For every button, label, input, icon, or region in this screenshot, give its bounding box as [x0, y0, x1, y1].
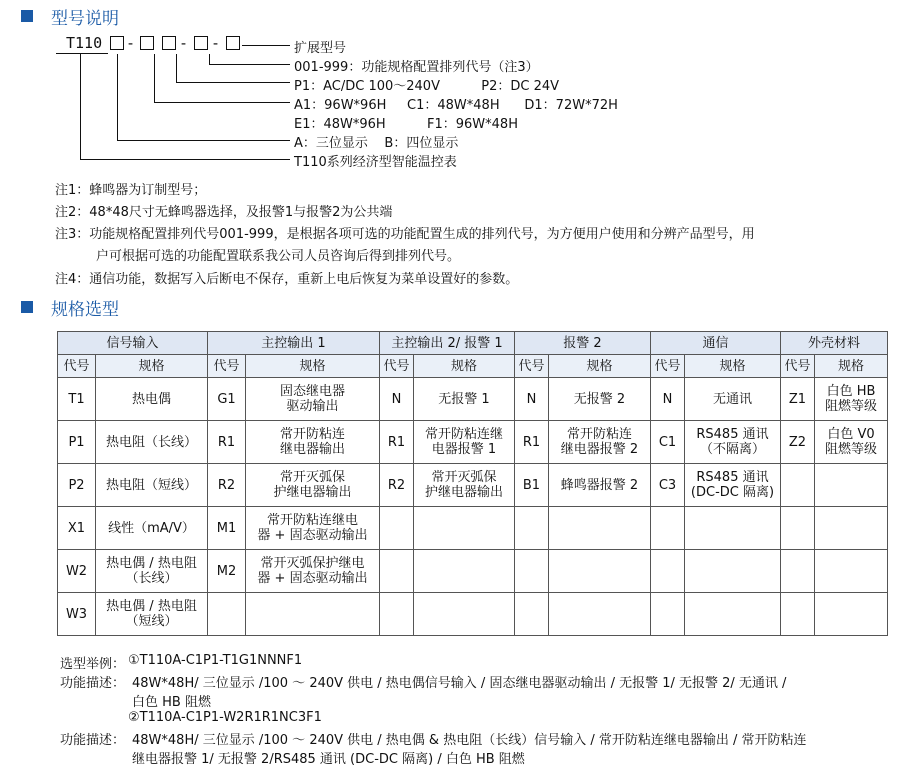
connector-line [117, 54, 118, 140]
cell-spec: 白色 HB 阻燃等级 [815, 378, 888, 421]
legend-display: A：三位显示 B：四位显示 [294, 136, 459, 151]
cell-spec: 热电偶 / 热电阻 （长线） [96, 550, 208, 593]
cell-spec [685, 507, 781, 550]
cell-code: W3 [58, 593, 96, 636]
group-header: 外壳材料 [781, 332, 888, 355]
note-3-cont: 户可根据可选的功能配置联系我公司人员咨询后得到排列代号。 [96, 249, 461, 264]
cell-code [651, 550, 685, 593]
example-code-1: ①T110A-C1P1-T1G1NNNF1 [128, 653, 303, 668]
connector-line [80, 54, 81, 159]
table-body [58, 378, 888, 636]
connector-line [176, 82, 290, 83]
cell-code: M2 [208, 550, 246, 593]
cell-code: P1 [58, 421, 96, 464]
cell-code: M1 [208, 507, 246, 550]
cell-spec [815, 593, 888, 636]
connector-line [176, 54, 177, 82]
cell-code: N [515, 378, 549, 421]
function-label-2: 功能描述： [60, 733, 126, 748]
sub-header-code: 代号 [208, 355, 246, 378]
connector-line [154, 102, 290, 103]
cell-code: T1 [58, 378, 96, 421]
section-spec-header [0, 296, 119, 318]
function-label-1: 功能描述： [60, 676, 126, 691]
cell-spec: 常开防粘连继 电器报警 1 [414, 421, 515, 464]
note-2: 注2：48*48尺寸无蜂鸣器选择，及报警1与报警2为公共端 [55, 205, 393, 220]
spec-table [57, 331, 888, 636]
code-box-extension [226, 36, 240, 50]
section-spec-title: 规格选型 [51, 299, 119, 320]
example-desc-2b: 继电器报警 1/ 无报警 2/RS485 通讯 (DC-DC 隔离) / 白色 HB 阻燃 [132, 752, 525, 767]
sub-header-spec: 规格 [414, 355, 515, 378]
legend-extension: 扩展型号 [294, 41, 347, 56]
group-header: 通信 [651, 332, 781, 355]
cell-spec: RS485 通讯 (DC-DC 隔离) [685, 464, 781, 507]
cell-spec [414, 593, 515, 636]
cell-code: N [380, 378, 414, 421]
table-row [58, 421, 888, 464]
group-header: 信号输入 [58, 332, 208, 355]
cell-spec: 常开灭弧保 护继电器输出 [414, 464, 515, 507]
note-3: 注3：功能规格配置排列代号001-999，是根据各项可选的功能配置生成的排列代号，为方便用户使用和分辨产品型号，用 [55, 227, 755, 242]
sub-header-code: 代号 [781, 355, 815, 378]
cell-code [515, 507, 549, 550]
table-group-row [58, 332, 888, 355]
cell-spec: 无报警 1 [414, 378, 515, 421]
connector-line [209, 64, 290, 65]
cell-code [651, 507, 685, 550]
cell-spec [549, 550, 651, 593]
table-row [58, 550, 888, 593]
cell-code: C3 [651, 464, 685, 507]
cell-code [208, 593, 246, 636]
cell-code [781, 550, 815, 593]
cell-spec: 固态继电器 驱动输出 [246, 378, 380, 421]
sub-header-spec: 规格 [246, 355, 380, 378]
group-header: 主控输出 1 [208, 332, 380, 355]
cell-code: R2 [380, 464, 414, 507]
cell-code: R1 [515, 421, 549, 464]
sub-header-code: 代号 [515, 355, 549, 378]
example-desc-2a: 48W*48H/ 三位显示 /100 ～ 240V 供电 / 热电偶 & 热电阻（长线）信号输入 / 常开防粘连继电器输出 / 常开防粘连 [132, 733, 807, 748]
cell-spec: 常开防粘连 继电器报警 2 [549, 421, 651, 464]
table-row [58, 593, 888, 636]
sub-header-spec: 规格 [815, 355, 888, 378]
cell-code [380, 550, 414, 593]
model-code-prefix: T110 [66, 34, 103, 52]
cell-code: W2 [58, 550, 96, 593]
cell-spec: RS485 通讯 （不隔离） [685, 421, 781, 464]
cell-code: R1 [208, 421, 246, 464]
cell-spec: 线性（mA/V） [96, 507, 208, 550]
section-model-header [0, 5, 119, 27]
square-bullet-icon [21, 301, 33, 313]
example-desc-1b: 白色 HB 阻燃 [132, 695, 211, 710]
group-header: 主控输出 2/ 报警 1 [380, 332, 515, 355]
connector-line [80, 159, 290, 160]
cell-code: R2 [208, 464, 246, 507]
cell-spec: 常开防粘连 继电器输出 [246, 421, 380, 464]
cell-spec [414, 507, 515, 550]
legend-size-1: A1：96W*96H C1：48W*48H D1：72W*72H [294, 98, 618, 113]
cell-spec [685, 550, 781, 593]
cell-spec [815, 507, 888, 550]
code-dash: - [126, 34, 136, 52]
cell-spec: 热电阻（长线） [96, 421, 208, 464]
cell-code: C1 [651, 421, 685, 464]
square-bullet-icon [21, 10, 33, 22]
code-dash: - [179, 34, 189, 52]
code-box-config [194, 36, 208, 50]
cell-code: Z2 [781, 421, 815, 464]
cell-code [781, 593, 815, 636]
sub-header-code: 代号 [651, 355, 685, 378]
cell-code [515, 550, 549, 593]
sub-header-spec: 规格 [549, 355, 651, 378]
cell-spec: 无报警 2 [549, 378, 651, 421]
cell-code: G1 [208, 378, 246, 421]
cell-code: B1 [515, 464, 549, 507]
legend-series: T110系列经济型智能温控表 [294, 155, 457, 170]
legend-size-2: E1：48W*96H F1：96W*48H [294, 117, 518, 132]
cell-spec [414, 550, 515, 593]
cell-spec [815, 550, 888, 593]
cell-code: X1 [58, 507, 96, 550]
cell-spec [549, 593, 651, 636]
cell-spec [685, 593, 781, 636]
connector-line [209, 54, 210, 64]
cell-spec [549, 507, 651, 550]
code-box-display [110, 36, 124, 50]
cell-code [781, 464, 815, 507]
cell-code [380, 593, 414, 636]
cell-code: N [651, 378, 685, 421]
example-code-2: ②T110A-C1P1-W2R1R1NC3F1 [128, 710, 322, 725]
cell-spec: 白色 V0 阻燃等级 [815, 421, 888, 464]
code-box-power [162, 36, 176, 50]
group-header: 报警 2 [515, 332, 651, 355]
sub-header-code: 代号 [380, 355, 414, 378]
cell-spec [815, 464, 888, 507]
example-desc-1a: 48W*48H/ 三位显示 /100 ～ 240V 供电 / 热电偶信号输入 / 固态继电器驱动输出 / 无报警 1/ 无报警 2/ 无通讯 / [132, 676, 787, 691]
connector-line [154, 54, 155, 102]
section-model-title: 型号说明 [51, 8, 119, 29]
cell-code [515, 593, 549, 636]
legend-power: P1：AC/DC 100～240V P2：DC 24V [294, 79, 560, 94]
connector-line [117, 140, 290, 141]
cell-spec: 热电偶 / 热电阻 （短线） [96, 593, 208, 636]
connector-line [242, 45, 290, 46]
table-sub-header-row [58, 355, 888, 378]
cell-spec: 常开灭弧保护继电 器 + 固态驱动输出 [246, 550, 380, 593]
note-4: 注4：通信功能，数据写入后断电不保存，重新上电后恢复为菜单设置好的参数。 [55, 272, 519, 287]
code-box-size [140, 36, 154, 50]
cell-spec: 蜂鸣器报警 2 [549, 464, 651, 507]
sub-header-code: 代号 [58, 355, 96, 378]
cell-spec: 常开灭弧保 护继电器输出 [246, 464, 380, 507]
cell-spec [246, 593, 380, 636]
table-row [58, 464, 888, 507]
cell-code: P2 [58, 464, 96, 507]
sub-header-spec: 规格 [685, 355, 781, 378]
table-row [58, 378, 888, 421]
cell-code [651, 593, 685, 636]
example-label: 选型举例： [60, 657, 126, 672]
cell-spec: 无通讯 [685, 378, 781, 421]
note-1: 注1：蜂鸣器为订制型号； [55, 183, 207, 198]
cell-spec: 常开防粘连继电 器 + 固态驱动输出 [246, 507, 380, 550]
cell-code [781, 507, 815, 550]
cell-code [380, 507, 414, 550]
cell-code: Z1 [781, 378, 815, 421]
legend-config: 001-999：功能规格配置排列代号（注3） [294, 60, 539, 75]
code-dash: - [211, 34, 221, 52]
cell-code: R1 [380, 421, 414, 464]
cell-spec: 热电偶 [96, 378, 208, 421]
sub-header-spec: 规格 [96, 355, 208, 378]
cell-spec: 热电阻（短线） [96, 464, 208, 507]
table-row [58, 507, 888, 550]
